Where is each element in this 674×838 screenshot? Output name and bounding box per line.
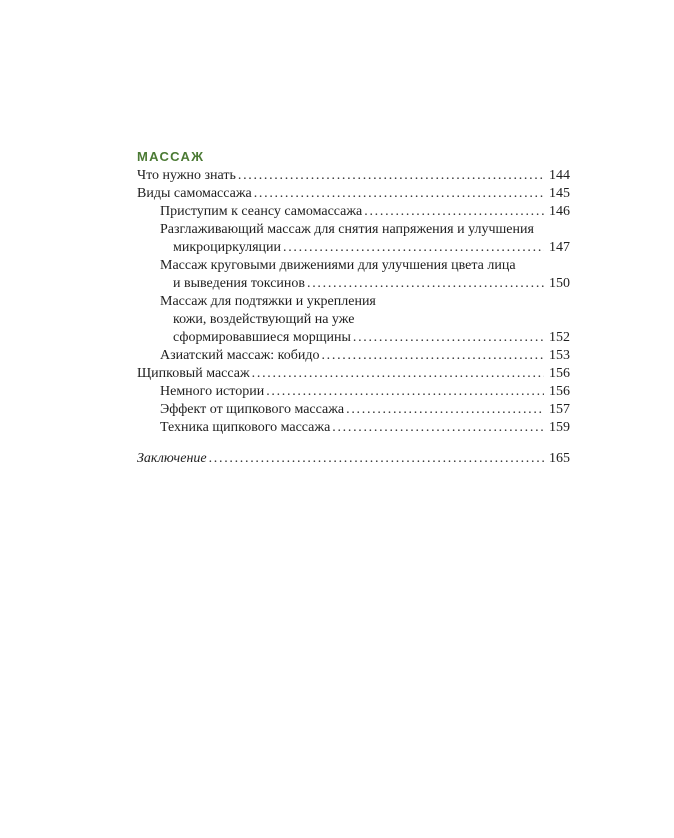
dot-leader [207, 450, 544, 468]
dot-leader [330, 419, 544, 437]
toc-entry [137, 401, 570, 419]
toc-page-number: 144 [549, 168, 570, 183]
toc-page-number: 150 [549, 276, 570, 291]
toc-page-number: 157 [549, 402, 570, 417]
toc-page-number: 145 [549, 186, 570, 201]
dot-leader [319, 347, 544, 365]
dot-leader [344, 401, 544, 419]
toc-entry-title: Азиатский массаж: кобидо [160, 348, 320, 363]
toc-entry [137, 383, 570, 401]
toc-entry [137, 239, 570, 257]
toc-entry-title: Немного истории [160, 384, 265, 399]
dot-leader [281, 239, 544, 257]
toc-entry [137, 203, 570, 221]
toc-page-number: 146 [549, 204, 570, 219]
toc-entry [137, 167, 570, 185]
toc-entry-title: Заключение [137, 451, 207, 466]
toc-entry-title: Массаж для подтяжки и укрепления [160, 294, 376, 309]
toc-page-number: 152 [549, 330, 570, 345]
toc-page-number: 147 [549, 240, 570, 255]
dot-leader [305, 275, 544, 293]
toc-entry-title: микроциркуляции [173, 240, 282, 255]
toc-entry-title: Разглаживающий массаж для снятия напряжения и улучшения [160, 222, 534, 237]
dot-leader [236, 167, 544, 185]
toc-entry-title: Эффект от щипкового массажа [160, 402, 345, 417]
toc-entry-title: и выведения токсинов [173, 276, 306, 291]
toc-section-header: МАССАЖ [137, 149, 205, 164]
toc-entry-wrap-line [137, 257, 570, 275]
toc-entry-wrap-line [137, 293, 570, 311]
toc-entry-title: Массаж круговыми движениями для улучшения цвета лица [160, 258, 516, 273]
dot-leader [264, 383, 544, 401]
toc-entry [137, 347, 570, 365]
dot-leader [252, 185, 544, 203]
toc-page-number: 156 [549, 384, 570, 399]
toc-entry [137, 365, 570, 383]
toc-page-number: 165 [549, 451, 570, 466]
toc-entry-conclusion [137, 450, 570, 468]
toc-entry-wrap-line [137, 311, 570, 329]
dot-leader [351, 329, 544, 347]
toc-entry-wrap-line [137, 221, 570, 239]
toc-entry [137, 419, 570, 437]
toc-entry [137, 275, 570, 293]
toc-page-number: 153 [549, 348, 570, 363]
toc-entry-title: Техника щипкового массажа [160, 420, 331, 435]
toc-entry-title: Виды самомассажа [137, 186, 252, 201]
toc-entry [137, 185, 570, 203]
toc-entry-title: Что нужно знать [137, 168, 236, 183]
table-of-contents [137, 148, 570, 468]
toc-entry-title: сформировавшиеся морщины [173, 330, 351, 345]
toc-page-number: 156 [549, 366, 570, 381]
toc-entry [137, 329, 570, 347]
toc-entry-title: Приступим к сеансу самомассажа [160, 204, 363, 219]
toc-entry-title: Щипковый массаж [137, 366, 250, 381]
toc-page-number: 159 [549, 420, 570, 435]
dot-leader [362, 203, 544, 221]
toc-entry-title: кожи, воздействующий на уже [173, 312, 355, 327]
dot-leader [250, 365, 544, 383]
